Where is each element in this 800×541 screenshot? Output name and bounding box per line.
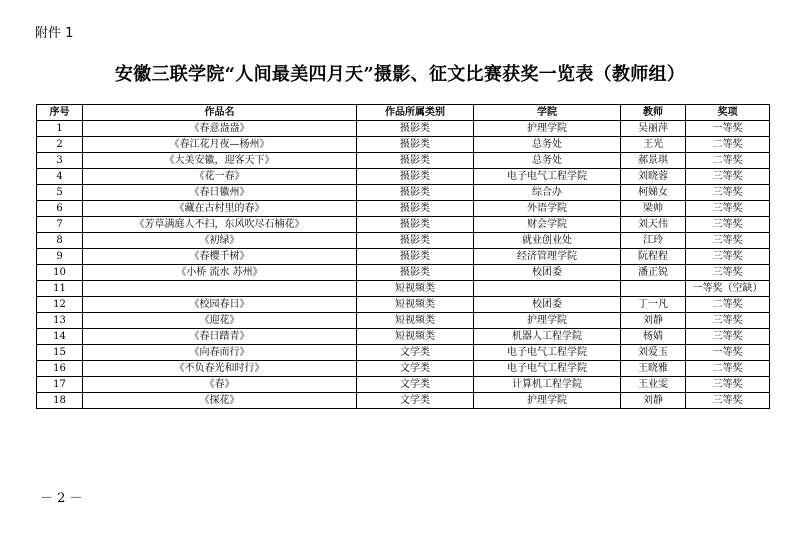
cell-index: 8 xyxy=(37,233,83,249)
table-header-row xyxy=(37,105,770,121)
cell-teacher: 王业雯 xyxy=(621,377,686,393)
cell-index: 2 xyxy=(37,137,83,153)
cell-college: 护理学院 xyxy=(474,393,621,409)
cell-college: 电子电气工程学院 xyxy=(474,345,621,361)
cell-teacher: 梁帅 xyxy=(621,201,686,217)
header-award: 奖项 xyxy=(686,105,770,121)
cell-category: 短视频类 xyxy=(357,281,474,297)
cell-award: 二等奖 xyxy=(686,361,770,377)
table-row xyxy=(37,233,770,249)
cell-index: 14 xyxy=(37,329,83,345)
cell-award: 三等奖 xyxy=(686,393,770,409)
cell-award: 三等奖 xyxy=(686,249,770,265)
cell-college xyxy=(474,281,621,297)
table-row xyxy=(37,377,770,393)
document-title: 安徽三联学院“人间最美四月天”摄影、征文比赛获奖一览表（教师组） xyxy=(114,64,686,85)
table-row xyxy=(37,313,770,329)
cell-category: 摄影类 xyxy=(357,169,474,185)
cell-college: 护理学院 xyxy=(474,313,621,329)
cell-work-title: 《校园春日》 xyxy=(83,297,357,313)
cell-work-title: 《春意盎盎》 xyxy=(83,121,357,137)
header-category: 作品所属类别 xyxy=(357,105,474,121)
table-row xyxy=(37,153,770,169)
cell-work-title: 《探花》 xyxy=(83,393,357,409)
cell-college: 护理学院 xyxy=(474,121,621,137)
cell-index: 17 xyxy=(37,377,83,393)
cell-teacher: 郝景琪 xyxy=(621,153,686,169)
cell-teacher: 潘正锐 xyxy=(621,265,686,281)
cell-category: 摄影类 xyxy=(357,249,474,265)
table-row xyxy=(37,265,770,281)
cell-work-title: 《向春而行》 xyxy=(83,345,357,361)
cell-teacher: 杨婧 xyxy=(621,329,686,345)
cell-teacher: 吴丽萍 xyxy=(621,121,686,137)
cell-index: 1 xyxy=(37,121,83,137)
cell-work-title: 《不负春光和时行》 xyxy=(83,361,357,377)
cell-category: 短视频类 xyxy=(357,329,474,345)
cell-index: 13 xyxy=(37,313,83,329)
cell-category: 短视频类 xyxy=(357,313,474,329)
cell-work-title: 《芳草满庭人不扫，东风吹尽石楠花》 xyxy=(83,217,357,233)
cell-index: 18 xyxy=(37,393,83,409)
cell-category: 摄影类 xyxy=(357,137,474,153)
cell-college: 电子电气工程学院 xyxy=(474,169,621,185)
cell-work-title: 《迎花》 xyxy=(83,313,357,329)
cell-college: 总务处 xyxy=(474,153,621,169)
cell-work-title xyxy=(83,281,357,297)
cell-college: 总务处 xyxy=(474,137,621,153)
attachment-label: 附件 1 xyxy=(35,26,74,41)
cell-index: 7 xyxy=(37,217,83,233)
table-row xyxy=(37,361,770,377)
table-row xyxy=(37,201,770,217)
cell-award: 一等奖（空缺） xyxy=(686,281,770,297)
cell-award: 三等奖 xyxy=(686,233,770,249)
cell-teacher: 丁一凡 xyxy=(621,297,686,313)
page-number: － 2 － xyxy=(40,491,83,506)
cell-work-title: 《春》 xyxy=(83,377,357,393)
cell-college: 计算机工程学院 xyxy=(474,377,621,393)
cell-award: 三等奖 xyxy=(686,201,770,217)
table-row xyxy=(37,249,770,265)
cell-index: 10 xyxy=(37,265,83,281)
cell-category: 短视频类 xyxy=(357,297,474,313)
cell-award: 三等奖 xyxy=(686,329,770,345)
cell-teacher: 王晓雅 xyxy=(621,361,686,377)
cell-index: 15 xyxy=(37,345,83,361)
cell-award: 二等奖 xyxy=(686,153,770,169)
cell-work-title: 《春日徽州》 xyxy=(83,185,357,201)
cell-category: 摄影类 xyxy=(357,201,474,217)
cell-teacher: 王光 xyxy=(621,137,686,153)
awards-table xyxy=(36,104,770,409)
table-row xyxy=(37,329,770,345)
header-teacher: 教师 xyxy=(621,105,686,121)
cell-college: 外语学院 xyxy=(474,201,621,217)
cell-index: 4 xyxy=(37,169,83,185)
cell-index: 11 xyxy=(37,281,83,297)
table-row xyxy=(37,137,770,153)
header-work-title: 作品名 xyxy=(83,105,357,121)
cell-award: 二等奖 xyxy=(686,137,770,153)
table-row xyxy=(37,345,770,361)
cell-award: 三等奖 xyxy=(686,377,770,393)
cell-award: 三等奖 xyxy=(686,169,770,185)
table-row xyxy=(37,393,770,409)
cell-teacher: 刘爱玉 xyxy=(621,345,686,361)
cell-category: 文学类 xyxy=(357,393,474,409)
cell-college: 电子电气工程学院 xyxy=(474,361,621,377)
cell-work-title: 《藏在古村里的春》 xyxy=(83,201,357,217)
cell-teacher: 柯娣女 xyxy=(621,185,686,201)
cell-category: 摄影类 xyxy=(357,185,474,201)
cell-category: 摄影类 xyxy=(357,233,474,249)
cell-work-title: 《初绿》 xyxy=(83,233,357,249)
cell-category: 摄影类 xyxy=(357,217,474,233)
cell-college: 机器人工程学院 xyxy=(474,329,621,345)
cell-work-title: 《小桥 流水 苏州》 xyxy=(83,265,357,281)
cell-teacher: 刘静 xyxy=(621,313,686,329)
cell-award: 一等奖 xyxy=(686,121,770,137)
cell-work-title: 《花一春》 xyxy=(83,169,357,185)
cell-index: 16 xyxy=(37,361,83,377)
cell-award: 三等奖 xyxy=(686,265,770,281)
table-row xyxy=(37,217,770,233)
cell-teacher: 刘天伟 xyxy=(621,217,686,233)
cell-teacher: 刘晓蓉 xyxy=(621,169,686,185)
cell-award: 一等奖 xyxy=(686,345,770,361)
header-college: 学院 xyxy=(474,105,621,121)
cell-index: 6 xyxy=(37,201,83,217)
cell-award: 三等奖 xyxy=(686,217,770,233)
cell-category: 摄影类 xyxy=(357,121,474,137)
cell-work-title: 《春江花月夜—杨州》 xyxy=(83,137,357,153)
cell-award: 三等奖 xyxy=(686,185,770,201)
cell-work-title: 《春樱千树》 xyxy=(83,249,357,265)
cell-category: 摄影类 xyxy=(357,265,474,281)
table-row xyxy=(37,281,770,297)
cell-work-title: 《大美安徽，迎客天下》 xyxy=(83,153,357,169)
cell-index: 5 xyxy=(37,185,83,201)
cell-teacher: 江玲 xyxy=(621,233,686,249)
table-row xyxy=(37,121,770,137)
cell-award: 二等奖 xyxy=(686,297,770,313)
cell-college: 综合办 xyxy=(474,185,621,201)
cell-index: 12 xyxy=(37,297,83,313)
cell-award: 三等奖 xyxy=(686,313,770,329)
cell-teacher xyxy=(621,281,686,297)
table-row xyxy=(37,297,770,313)
table-body xyxy=(37,121,770,409)
cell-college: 校团委 xyxy=(474,265,621,281)
cell-work-title: 《春日踏青》 xyxy=(83,329,357,345)
cell-teacher: 阮程程 xyxy=(621,249,686,265)
cell-college: 校团委 xyxy=(474,297,621,313)
cell-college: 就业创业处 xyxy=(474,233,621,249)
cell-category: 摄影类 xyxy=(357,153,474,169)
cell-teacher: 刘静 xyxy=(621,393,686,409)
cell-college: 财会学院 xyxy=(474,217,621,233)
table-row xyxy=(37,169,770,185)
cell-index: 3 xyxy=(37,153,83,169)
header-index: 序号 xyxy=(37,105,83,121)
cell-college: 经济管理学院 xyxy=(474,249,621,265)
cell-index: 9 xyxy=(37,249,83,265)
cell-category: 文学类 xyxy=(357,377,474,393)
table-row xyxy=(37,185,770,201)
cell-category: 文学类 xyxy=(357,361,474,377)
cell-category: 文学类 xyxy=(357,345,474,361)
